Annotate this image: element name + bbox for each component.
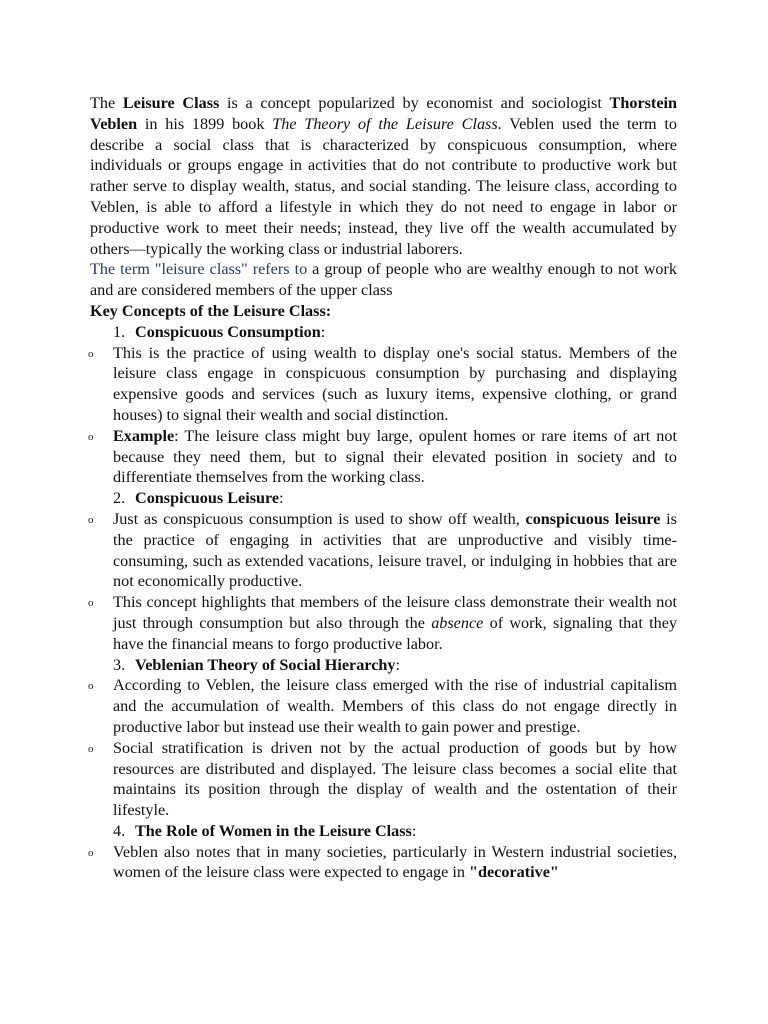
section-number: 1. [113,322,126,341]
section-title: Veblenian Theory of Social Hierarchy [135,655,396,674]
section-colon: : [395,655,401,674]
section-number: 3. [113,655,126,674]
key-concepts-heading: Key Concepts of the Leisure Class: [90,301,332,320]
section-colon: : [279,489,284,508]
bullet-text: of work, signaling that they have the financial means to forgo productive labor. [113,613,677,653]
intro-paragraph [90,93,677,259]
bullet-text: Veblen also notes that in many societies, particularly in Western industrial societies, women of the leisure class were expected to engage in [113,842,677,882]
document-page [90,93,677,883]
bullet-text: According to Veblen, the leisure class emerged with the rise of industrial capitalism and the accumulation of wealth. Members of this class do not engage directly in productive labor but instead use their wealth to gain power and prestige. [113,676,677,736]
author-name: Thorstein Veblen [90,94,678,133]
bullet-icon: o [88,846,94,859]
bullet-text: is the practice of engaging in activities that are unproductive and visibly time-consuming, such as extended vacations, leisure travel, or indulging in hobbies that are not economically productive. [113,509,677,591]
section-colon: : [320,322,326,341]
bullet-icon: o [88,430,94,443]
intro-text: . Veblen used the term to describe a social class that is characterized by conspicuous consumption, where individuals or groups engage in activities that do not contribute to productive work but rather serve to display wealth, status, and social standing. The leisure class, according to Veblen, is able to afford a lifestyle in which they do not need to engage in labor or productive work to meet their needs; instead, they live off the wealth accumulated by others—typically the working class or industrial laborers. [90,114,677,258]
definition-link[interactable]: The term "leisure class" refers to [90,260,308,279]
list-item [90,842,677,884]
bullet-icon: o [88,513,94,526]
bullet-text: : The leisure class might buy large, opulent homes or rare items of art not because they need them, but to signal their elevated position in society and to differentiate themselves from the working class. [113,426,677,487]
bullet-icon: o [88,680,94,693]
bullet-text: This is the practice of using wealth to display one's social status. Members of the leisure class engage in conspicuous consumption by purchasing and displaying expensive goods and services (such as luxury items, expensive clothing, or grand houses) to signal their wealth and social distinction. [113,343,677,424]
list-item [90,675,677,737]
section-title: Conspicuous Consumption [135,322,321,341]
list-item [90,592,677,654]
bullet-text: Just as conspicuous consumption is used to show off wealth, [113,509,526,528]
bullet-icon: o [88,742,94,755]
section-heading [90,322,677,343]
example-label: Example [113,426,175,445]
intro-text: is a concept popularized by economist and sociologist [219,94,610,112]
section-title: The Role of Women in the Leisure Class [135,821,412,840]
bold-term: "decorative" [468,863,559,882]
section-heading [90,821,677,842]
section-number: 2. [113,489,126,508]
definition-text: a group of people who are wealthy enough to not work and are considered members of the upper class [90,260,677,300]
bullet-icon: o [88,597,94,610]
section-heading [90,488,677,509]
bullet-icon: o [88,347,94,360]
section-heading [90,655,677,676]
list-item [90,343,677,426]
list-item [90,426,677,488]
italic-term: absence [431,613,484,632]
list-item [90,738,677,821]
intro-text: The [90,94,123,112]
section-colon: : [411,821,417,840]
definition-paragraph [90,259,677,301]
bold-term: conspicuous leisure [525,509,661,528]
section-title: Conspicuous Leisure [135,489,280,508]
intro-text: in his 1899 book [137,114,273,133]
term-leisure-class: Leisure Class [122,94,220,112]
bullet-text: This concept highlights that members of the leisure class demonstrate their wealth not just through consumption but also through the [113,593,677,632]
list-item [90,509,677,592]
section-number: 4. [113,821,126,840]
book-title: The Theory of the Leisure Class [272,114,498,133]
bullet-text: Social stratification is driven not by the actual production of goods but by how resources are distributed and displayed. The leisure class becomes a social elite that maintains its position through the display of wealth and the ostentation of their lifestyle. [113,738,677,820]
